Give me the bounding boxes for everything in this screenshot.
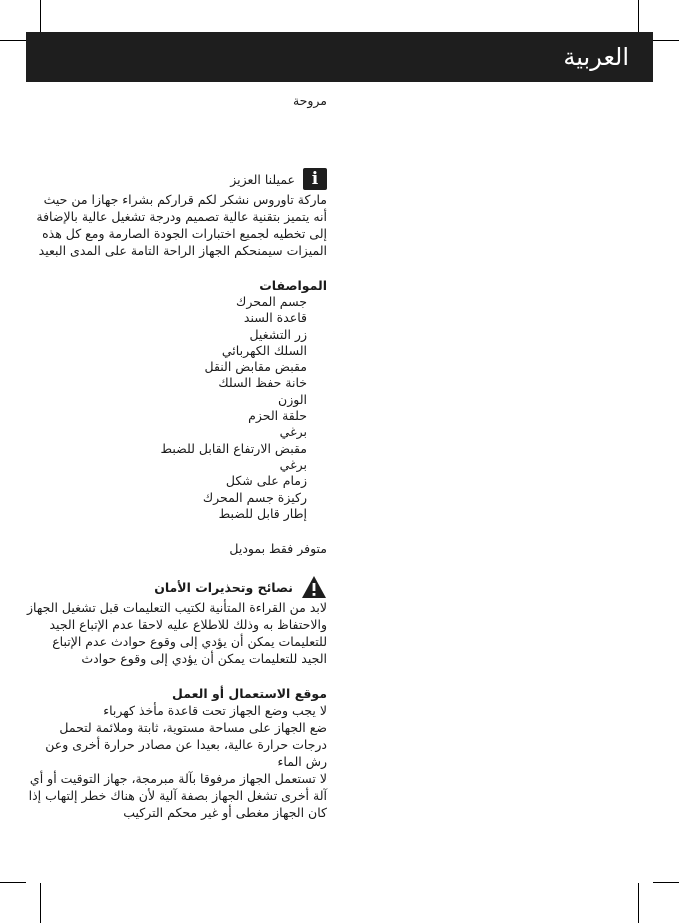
list-item: مقبض مقابض النقل	[204, 359, 307, 375]
list-item: زمام على شكل	[225, 473, 307, 489]
language-title: العربية	[563, 43, 629, 71]
notice-body: ماركة تاوروس نشكر لكم قراركم بشراء جهازا من حيث أنه يتميز بتقنية عالية تصميم ودرجة تشغيل عالية بالإضافة إلى تخطيه لجميع اختبارات الجودة الصارمة ومع كل هذه الميزات سيمنحكم الجهاز الراحة التامة على المدى البعيد	[36, 192, 327, 258]
list-item: برغي	[279, 456, 307, 472]
model-note: متوفر فقط بموديل	[229, 541, 327, 557]
specs-title: المواصفات	[259, 278, 327, 293]
list-item: مقبض الارتفاع القابل للضبط	[160, 440, 307, 456]
list-item: الوزن	[278, 391, 307, 407]
list-item: برغي	[279, 424, 307, 440]
crop-mark	[653, 40, 679, 41]
warning-icon	[301, 575, 327, 599]
manual-content	[27, 92, 327, 821]
info-icon: i	[303, 168, 327, 190]
crop-mark	[40, 883, 41, 923]
crop-mark	[0, 882, 26, 883]
list-item: إطار قابل للضبط	[218, 505, 307, 521]
list-item: جسم المحرك	[236, 294, 307, 309]
list-item: حلقة الحزم	[248, 408, 307, 424]
crop-mark	[638, 883, 639, 923]
usage-paragraph: لا تستعمل الجهاز مرفوقا بآلة مبرمجة، جهاز التوقيت أو أي آلة أخرى تشغل الجهاز بصفة آلية لأن هناك خطر إلتهاب إذا كان الجهاز مغطى أو غير محكم التركيب	[28, 771, 327, 821]
usage-title: موقع الاستعمال أو العمل	[172, 686, 327, 702]
notice-greeting: عميلنا العزيز	[230, 171, 295, 187]
list-item: خانة حفظ السلك	[218, 375, 307, 391]
language-header	[26, 32, 653, 82]
safety-title: نصائح وتحذيرات الأمان	[154, 579, 293, 595]
list-item: زر التشغيل	[249, 326, 307, 342]
safety-body: لابد من القراءة المتأنية لكتيب التعليمات قبل تشغيل الجهاز والاحتفاظ به وذلك للاطلاع عليه لاحقا عدم الإتباع الجيد للتعليمات يمكن أن يؤدي إلى وقوع حوادث عدم الإتباع الجيد للتعليمات يمكن أن يؤدي إلى وقوع حوادث	[26, 600, 327, 667]
safety-header	[27, 575, 327, 599]
list-item: قاعدة السند	[243, 310, 307, 326]
notice-header	[27, 167, 327, 191]
list-item: ركيزة جسم المحرك	[202, 489, 307, 505]
usage-paragraph: ضع الجهاز على مساحة مستوية، ثابتة وملائمة لتحمل درجات حرارة عالية، بعيدا عن مصادر حرارة أخرى وعن رش الماء	[45, 720, 327, 770]
crop-mark	[653, 882, 679, 883]
crop-mark	[0, 40, 26, 41]
product-name: مروحة	[292, 93, 327, 108]
usage-paragraph: لا يجب وضع الجهاز تحت قاعدة مأخذ كهرباء	[103, 703, 327, 719]
list-item: السلك الكهربائي	[221, 342, 307, 358]
specs-list	[27, 294, 327, 522]
